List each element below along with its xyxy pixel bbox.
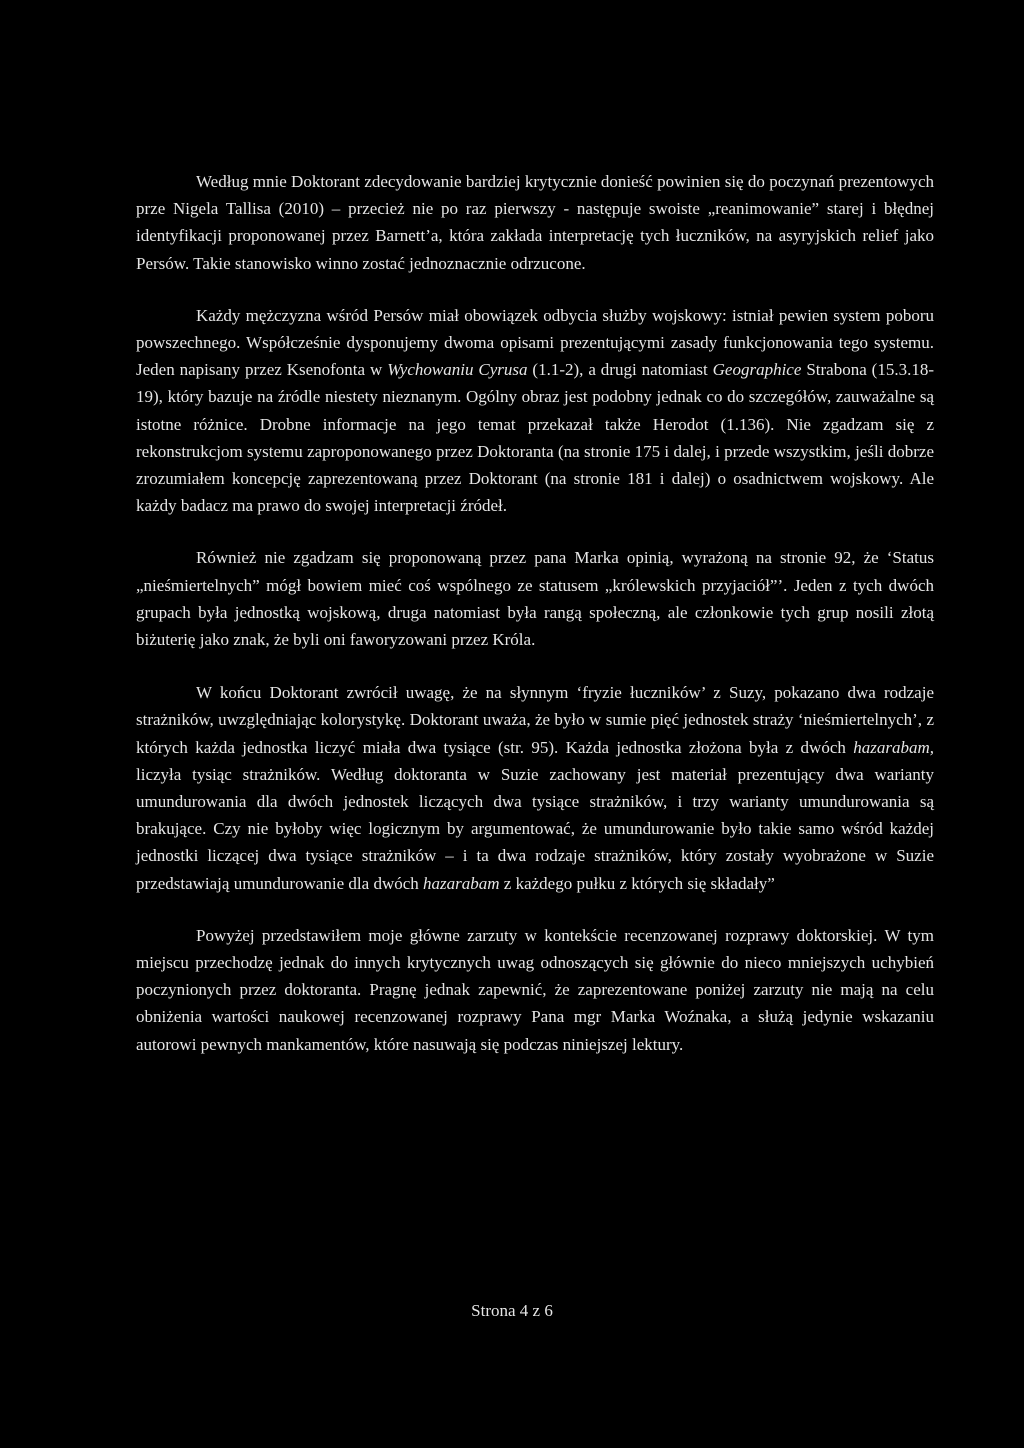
paragraph-3 [136, 544, 934, 653]
paragraph-2-text-c: Strabona (15.3.18-19), który bazuje na źródle niestety nieznanym. Ogólny obraz jest podobny jednak co do szczegółów, zauważalne są istotne różnice. Drobne informacje na jego temat przekazał także Herodot (1.136). Nie zgadzam się z rekonstrukcjom systemu zaproponowanego przez Doktoranta (na stronie 175 i dalej, i przede wszystkim, jeśli dobrze zrozumiałem koncepcję zaprezentowaną przez Doktorant (na stronie 181 i dalej) o osadnictwem wojskowy. Ale każdy badacz ma prawo do swojej interpretacji źródeł. [136, 360, 935, 516]
paragraph-3-text: Również nie zgadzam się proponowaną przez pana Marka opinią, wyrażoną na stronie 92, że ‘Status „nieśmiertelnych” mógł bowiem mieć coś wspólnego ze statusem „królewskich przyjaciół”’. Jeden z tych dwóch grupach była jednostką wojskową, druga natomiast była rangą społeczną, ale członkowie tych grup nosili złotą biżuterię jako znak, że byli oni faworyzowani przez Króla. [136, 548, 934, 650]
paragraph-2-text-a: Każdy mężczyzna wśród Persów miał obowiązek odbycia służby wojskowy: istniał pewien system poboru powszechnego. Współcześnie dysponujemy dwoma opisami prezentującymi zasady funkcjonowania tego systemu. Jeden napisany przez Ksenofonta w [136, 305, 934, 380]
paragraph-2-title-xenophon: Wychowaniu Cyrusa [387, 360, 528, 380]
paragraph-4-text-a: W końcu Doktorant zwrócił uwagę, że na słynnym ‘fryzie łuczników’ z Suzy, pokazano dwa rodzaje strażników, uwzględniając kolorystykę. Doktorant uważa, że było w sumie pięć jednostek straży ‘nieśmiertelnych’, z których każda jednostka liczyć miała dwa tysiące (str. 95). Każda jednostka złożona była z dwóch [136, 683, 934, 757]
paragraph-4-term-hazarabam-2: hazarabam [423, 873, 500, 893]
paragraph-1 [136, 168, 934, 277]
paragraph-2-title-strabo: Geographice [712, 360, 802, 380]
document-body [136, 168, 934, 1058]
paragraph-4-text-b: liczyła tysiąc strażników. Według doktoranta w Suzie zachowany jest materiał prezentujący dwa warianty umundurowania dla dwóch jednostek liczących dwa tysiące strażników, i trzy warianty umundurowania są brakujące. Czy nie byłoby więc logicznym by argumentować, że umundurowanie było takie samo wśród każdej jednostki liczącej dwa tysiące strażników – i ta dwa rodzaje strażników, który zostały wyobrażone w Suzie przedstawiają umundurowanie dla dwóch [136, 764, 934, 893]
paragraph-4-text-c: z każdego pułku z których się składały” [499, 873, 775, 893]
paragraph-1-text: Według mnie Doktorant zdecydowanie bardziej krytycznie donieść powinien się do poczynań prezentowych prze Nigela Tallisa (2010) – przecież nie po raz pierwszy - następuje swoiste „reanimowanie” starej i błędnej identyfikacji proponowanej przez Barnett’a, która zakłada interpretację tych łuczników, na asyryjskich relief jako Persów. Takie stanowisko winno zostać jednoznacznie odrzucone. [136, 172, 934, 273]
paragraph-5-text: Powyżej przedstawiłem moje główne zarzuty w kontekście recenzowanej rozprawy doktorskiej. W tym miejscu przechodzę jednak do innych krytycznych uwag odnoszących się głównie do nieco mniejszych uchybień poczynionych przez doktoranta. Pragnę jednak zapewnić, że zaprezentowane poniżej zarzuty nie mają na celu obniżenia wartości naukowej recenzowanej rozprawy Pana mgr Marka Woźnaka, a służą jedynie wskazaniu autorowi pewnych mankamentów, które nasuwają się podczas niniejszej lektury. [136, 925, 934, 1054]
paragraph-2 [136, 302, 934, 520]
paragraph-5 [136, 922, 934, 1058]
paragraph-4-term-hazarabam-1: hazarabam, [853, 737, 934, 757]
page-number-footer: Strona 4 z 6 [471, 1301, 553, 1320]
paragraph-4 [136, 679, 934, 897]
paragraph-2-text-b: (1.1-2), a drugi natomiast [527, 360, 713, 380]
